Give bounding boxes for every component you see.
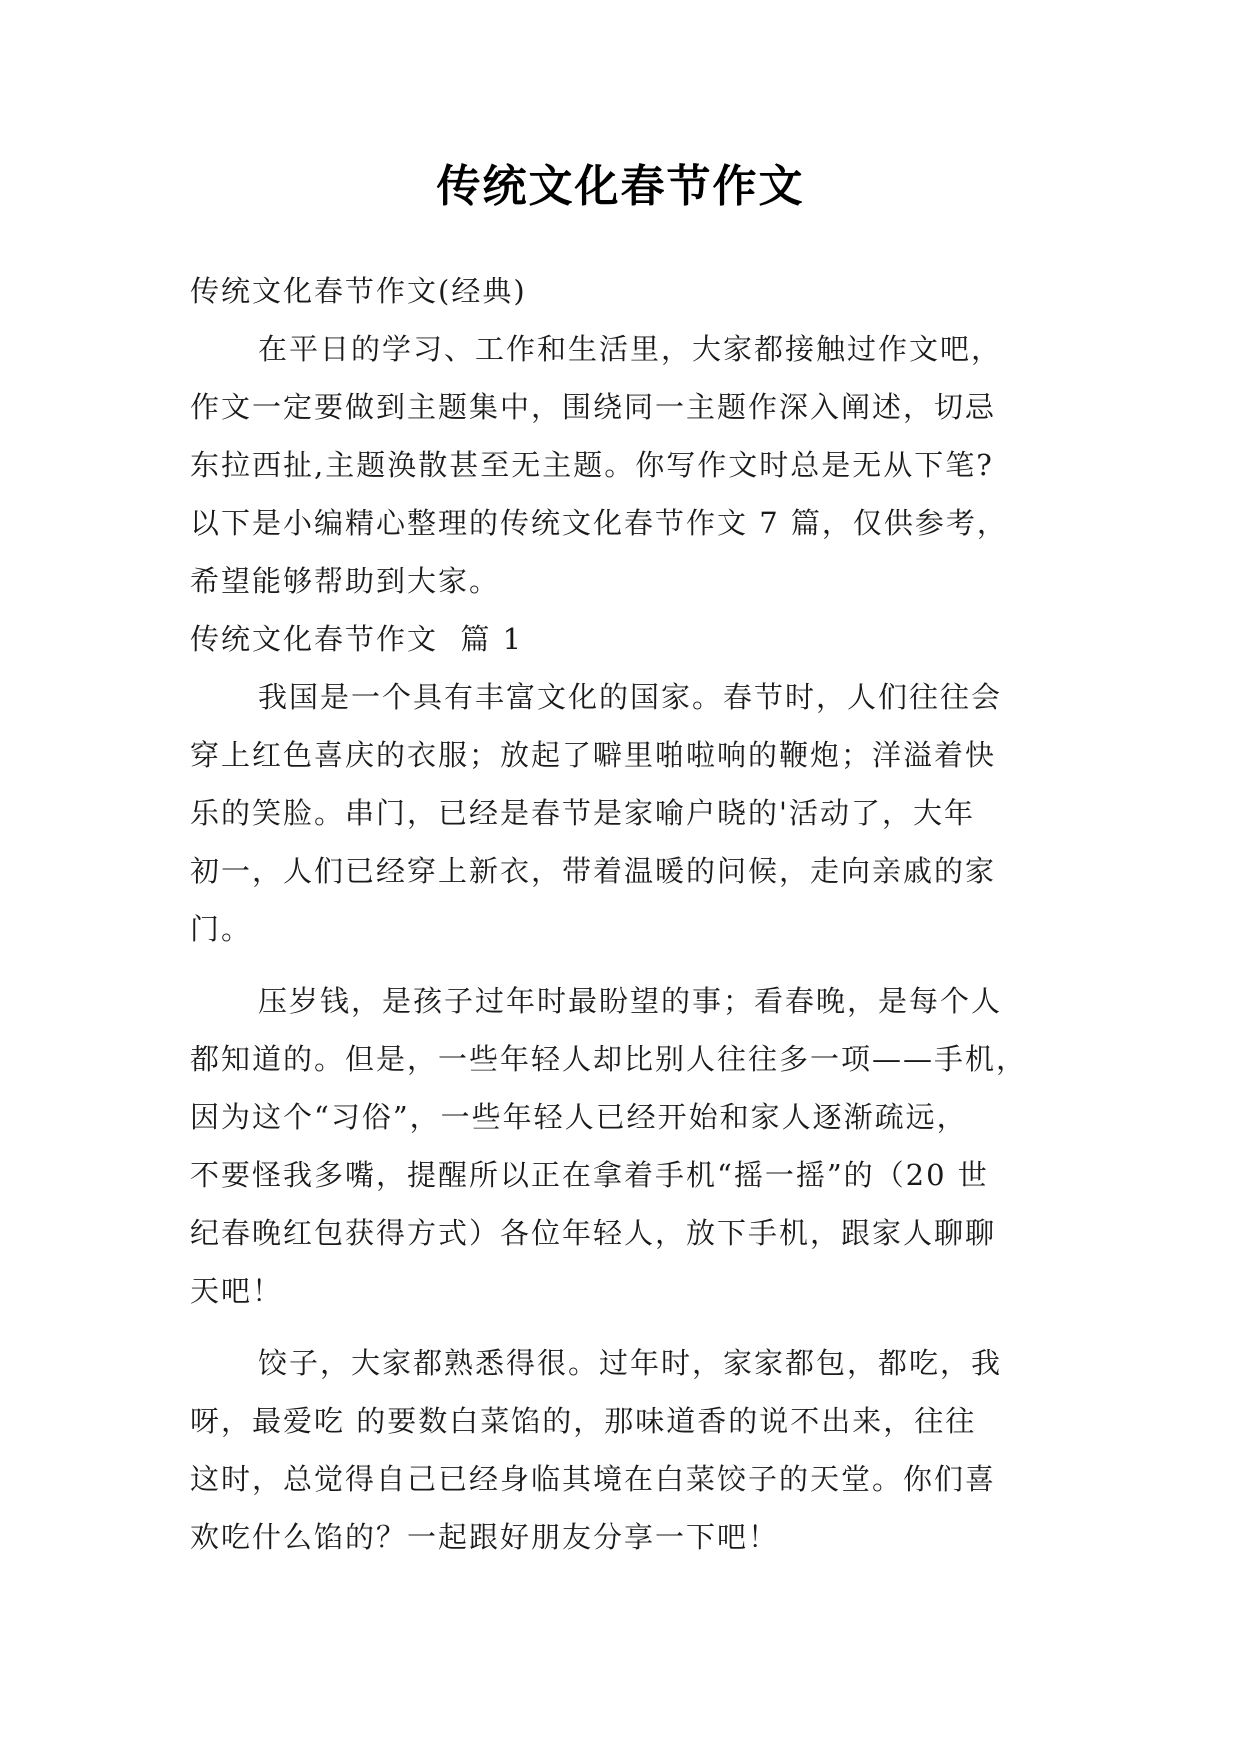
paragraph-spacer xyxy=(190,958,1060,972)
paragraph-line: 穿上红色喜庆的衣服；放起了噼里啪啦响的鞭炮；洋溢着快 xyxy=(190,738,997,772)
document-title: 传统文化春节作文 xyxy=(436,161,805,212)
paragraph-line: 我国是一个具有丰富文化的国家。春节时，人们往往会 xyxy=(258,680,1003,714)
paragraph-line: 饺子，大家都熟悉得很。过年时，家家都包，都吃，我 xyxy=(258,1346,1003,1380)
body-paragraph xyxy=(190,668,1060,958)
paragraph-line: 呀，最爱吃 的要数白菜馅的，那味道香的说不出来，往往 xyxy=(190,1404,977,1438)
intro-line: 东拉西扯,主题涣散甚至无主题。你写作文时总是无从下笔? xyxy=(190,448,994,482)
document-body xyxy=(190,262,1060,1566)
body-paragraph xyxy=(190,1334,1060,1566)
paragraph-line: 压岁钱，是孩子过年时最盼望的事；看春晚，是每个人 xyxy=(258,984,1003,1018)
paragraph-line: 纪春晚红包获得方式）各位年轻人，放下手机，跟家人聊聊 xyxy=(190,1216,997,1250)
paragraph-line: 这时，总觉得自己已经身临其境在白菜饺子的天堂。你们喜 xyxy=(190,1462,997,1496)
intro-line: 在平日的学习、工作和生活里，大家都接触过作文吧， xyxy=(258,332,1003,366)
paragraph-spacer xyxy=(190,1320,1060,1334)
paragraph-line: 乐的笑脸。串门，已经是春节是家喻户晓的'活动了，大年 xyxy=(190,796,975,830)
intro-line: 作文一定要做到主题集中，围绕同一主题作深入阐述，切忌 xyxy=(190,390,997,424)
paragraph-line: 天吧！ xyxy=(190,1274,284,1308)
paragraph-line: 门。 xyxy=(190,912,253,946)
paragraph-line: 都知道的。但是，一些年轻人却比别人往往多一项——手机， xyxy=(190,1042,1028,1076)
intro-line: 以下是小编精心整理的传统文化春节作文 7 篇，仅供参考， xyxy=(190,506,1008,540)
paragraph-line: 初一，人们已经穿上新衣，带着温暖的问候，走向亲戚的家 xyxy=(190,854,997,888)
intro-paragraph xyxy=(190,320,1060,610)
paragraph-line: 不要怪我多嘴，提醒所以正在拿着手机“摇一摇”的（20 世 xyxy=(190,1158,989,1192)
intro-line: 希望能够帮助到大家。 xyxy=(190,564,501,598)
paragraph-line: 欢吃什么馅的？一起跟好朋友分享一下吧！ xyxy=(190,1520,780,1554)
paragraph-line: 因为这个“习俗”，一些年轻人已经开始和家人逐渐疏远， xyxy=(190,1100,968,1134)
section-heading: 传统文化春节作文 篇 1 xyxy=(190,622,524,656)
subtitle: 传统文化春节作文(经典) xyxy=(190,274,527,308)
body-paragraph xyxy=(190,972,1060,1320)
